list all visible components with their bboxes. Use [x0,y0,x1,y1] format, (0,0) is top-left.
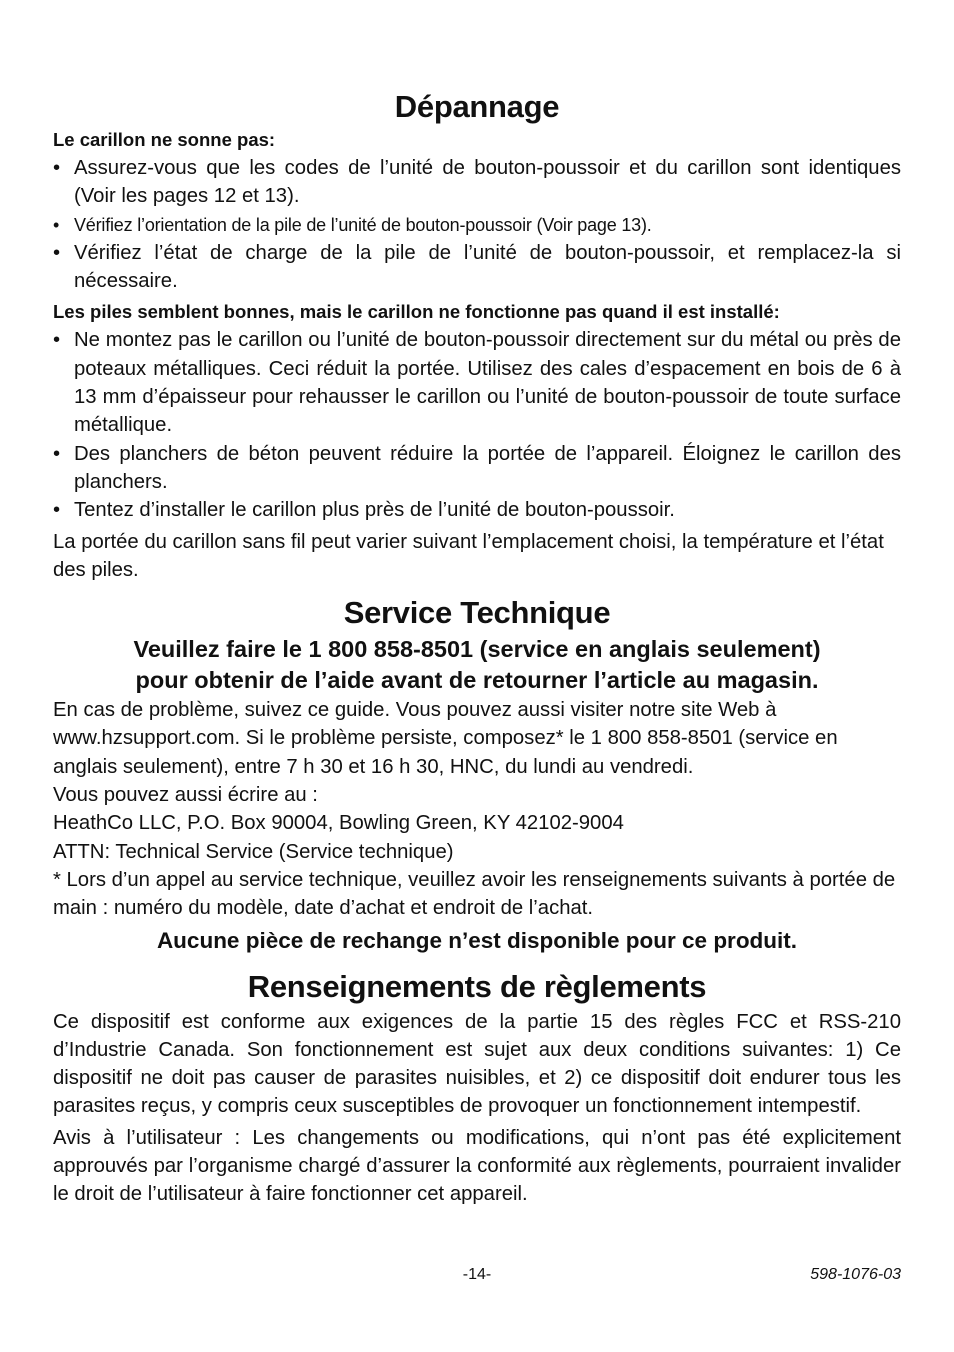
page-content [53,86,901,1209]
troubleshooting-title: Dépannage [394,89,560,124]
troubleshooting-subheading-no-ring: Le carillon ne sonne pas: [53,129,276,150]
bullet-icon: • [53,157,61,179]
service-address: HeathCo LLC, P.O. Box 90004, Bowling Green, KY 42102-9004 [53,812,624,835]
service-callout-line1: Veuillez faire le 1 800 858-8501 (service en anglais seulement) [133,636,821,663]
range-note: La portée du carillon sans fil peut varier suivant l’emplacement choisi, la température et l’état des piles. [53,530,884,581]
list-item: • Vérifiez l’orientation de la pile de l’unité de bouton-poussoir (Voir page 13). [53,211,901,239]
bullet-icon: • [53,329,61,352]
service-callout-line2: pour obtenir de l’aide avant de retourner l’article au magasin. [135,667,819,694]
list-item: • Des planchers de béton peuvent réduire la portée de l’appareil. Éloignez le carillon des planchers. [53,440,901,497]
regulations-para1: Ce dispositif est conforme aux exigences de la partie 15 des règles FCC et RSS-210 d’Industrie Canada. Son fonctionnement est sujet aux deux conditions suivantes: 1) Ce dispositif ne doit pas causer de parasites nuisibles, et 2) ce dispositif doit endurer tous les parasites reçus, y compris ceux susceptibles de provoquer un fonctionnement intempestif. [53,1010,901,1118]
bullet-icon: • [53,241,61,264]
service-footnote: * Lors d’un appel au service technique, veuillez avoir les renseignements suivants à portée de main : numéro du modèle, date d’achat et endroit de l’achat. [53,868,896,920]
service-title: Service Technique [343,595,611,631]
bullet-icon: • [53,499,61,522]
document-code: 598-1076-03 [810,1266,901,1283]
no-ring-list [53,154,901,295]
list-item: • Assurez-vous que les codes de l’unité de bouton-poussoir et du carillon sont identiques (Voir les pages 12 et 13). [53,154,901,211]
installed-list [53,326,901,524]
bullet-icon: • [53,442,61,465]
regulations-title: Renseignements de règlements [247,968,707,1004]
regulations-para2: Avis à l’utilisateur : Les changements ou modifications, qui n’ont pas été explicitement approuvés par l’organisme chargé d’assurer la conformité aux règlements, pourraient invalider le droit de l’utilisateur à faire fonctionner cet appareil. [53,1126,901,1206]
troubleshooting-subheading-installed: Les piles semblent bonnes, mais le carillon ne fonctionne pas quand il est installé: [53,301,780,323]
page-number: -14- [462,1266,492,1283]
list-item: • Vérifiez l’état de charge de la pile de l’unité de bouton-poussoir, et remplacez-la si nécessaire. [53,239,901,296]
service-body: En cas de problème, suivez ce guide. Vous pouvez aussi visiter notre site Web à www.hzsupport.com. Si le problème persiste, composez* le 1 800 858-8501 (service en anglais seulement), entre 7 h 30 et 16 h 30, HNC, du lundi au vendredi. [53,699,838,778]
no-parts-notice: Aucune pièce de rechange n’est disponible pour ce produit. [156,927,798,953]
list-item: • Ne montez pas le carillon ou l’unité de bouton-poussoir directement sur du métal ou près de poteaux métalliques. Ceci réduit la portée. Utilisez des cales d’espacement en bois de 6 à 13 mm d’épaisseur pour rehausser le carillon ou l’unité de bouton-poussoir de toute surface métallique. [53,326,901,439]
service-attn: ATTN: Technical Service (Service technique) [53,840,454,863]
bullet-icon: • [53,214,60,235]
service-write: Vous pouvez aussi écrire au : [53,784,318,807]
list-item: • Tentez d’installer le carillon plus près de l’unité de bouton-poussoir. [53,496,901,524]
